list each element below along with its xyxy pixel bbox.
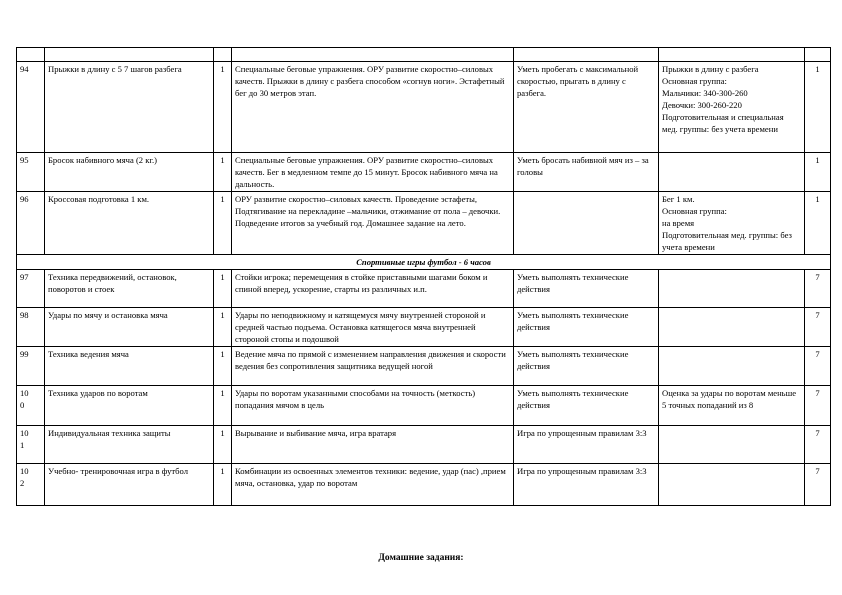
cell-hw: 7 (805, 347, 831, 386)
cell-control (659, 347, 805, 386)
header-cell (232, 48, 514, 62)
cell-skills: Игра по упрощенным правилам 3:3 (514, 464, 659, 506)
cell-topic: Кроссовая подготовка 1 км. (45, 192, 214, 255)
cell-content: Комбинации из освоенных элементов техники: ведение, удар (пас) ,прием мяча, остановка, удар по воротам (232, 464, 514, 506)
header-cell (659, 48, 805, 62)
cell-hours: 1 (214, 347, 232, 386)
cell-content: Вырывание и выбивание мяча, игра вратаря (232, 426, 514, 464)
cell-hours: 1 (214, 386, 232, 426)
cell-content: Стойки игрока; перемещения в стойке приставными шагами боком и спиной вперед, ускорение, старты из различных и.п. (232, 270, 514, 308)
cell-control (659, 426, 805, 464)
cell-hours: 1 (214, 426, 232, 464)
cell-control: Бег 1 км. Основная группа: на время Подготовительная мед. группы: без учета времени (659, 192, 805, 255)
section-row (17, 255, 831, 270)
cell-control (659, 270, 805, 308)
cell-num: 10 0 (17, 386, 45, 426)
cell-skills: Игра по упрощенным правилам 3:3 (514, 426, 659, 464)
cell-topic: Учебно- тренировочная игра в футбол (45, 464, 214, 506)
cell-topic: Техника передвижений, остановок, поворотов и стоек (45, 270, 214, 308)
cell-hours: 1 (214, 464, 232, 506)
table-row (17, 270, 831, 308)
cell-skills (514, 192, 659, 255)
cell-num: 94 (17, 62, 45, 153)
cell-control (659, 464, 805, 506)
cell-control (659, 153, 805, 192)
cell-topic: Техника ведения мяча (45, 347, 214, 386)
cell-control: Оценка за удары по воротам меньше 5 точных попаданий из 8 (659, 386, 805, 426)
table-row (17, 426, 831, 464)
cell-skills: Уметь выполнять технические действия (514, 270, 659, 308)
cell-hours: 1 (214, 270, 232, 308)
cell-content: Удары по неподвижному и катящемуся мячу внутренней стороной и средней частью подъема. Остановка катящегося мяча внутренней стороной стопы и подошвой (232, 308, 514, 347)
cell-skills: Уметь бросать набивной мяч из – за головы (514, 153, 659, 192)
cell-content: Удары по воротам указанными способами на точность (меткость) попадания мячом в цель (232, 386, 514, 426)
lesson-plan-table (16, 47, 831, 506)
cell-hours: 1 (214, 308, 232, 347)
cell-num: 97 (17, 270, 45, 308)
header-row (17, 48, 831, 62)
cell-num: 10 1 (17, 426, 45, 464)
cell-control: Прыжки в длину с разбега Основная группа: Мальчики: 340-300-260 Девочки: 300-260-220 Подготовительная и специальная мед. группы: без учета времени (659, 62, 805, 153)
cell-content: ОРУ развитие скоростно–силовых качеств. Проведение эстафеты, Подтягивание на перекладине –мальчики, отжимание от пола – девочки. Подведение итогов за учебный год. Домашнее задание на лето. (232, 192, 514, 255)
cell-skills: Уметь выполнять технические действия (514, 308, 659, 347)
cell-hw: 1 (805, 153, 831, 192)
cell-topic: Удары по мячу и остановка мяча (45, 308, 214, 347)
cell-hw: 7 (805, 270, 831, 308)
cell-topic: Бросок набивного мяча (2 кг.) (45, 153, 214, 192)
table-row (17, 192, 831, 255)
table-row (17, 464, 831, 506)
cell-control (659, 308, 805, 347)
header-cell (17, 48, 45, 62)
cell-topic: Индивидуальная техника защиты (45, 426, 214, 464)
cell-num: 99 (17, 347, 45, 386)
header-cell (514, 48, 659, 62)
cell-topic: Техника ударов по воротам (45, 386, 214, 426)
cell-hw: 1 (805, 192, 831, 255)
section-title: Спортивные игры футбол - 6 часов (17, 255, 831, 270)
table-row (17, 308, 831, 347)
cell-hw: 7 (805, 464, 831, 506)
cell-skills: Уметь выполнять технические действия (514, 386, 659, 426)
cell-hw: 7 (805, 426, 831, 464)
cell-skills: Уметь выполнять технические действия (514, 347, 659, 386)
cell-content: Специальные беговые упражнения. ОРУ развитие скоростно–силовых качеств. Прыжки в длину с разбега способом «согнув ноги». Эстафетный бег до 30 метров этап. (232, 62, 514, 153)
cell-num: 95 (17, 153, 45, 192)
header-cell (45, 48, 214, 62)
header-cell (805, 48, 831, 62)
cell-hw: 7 (805, 308, 831, 347)
cell-hw: 1 (805, 62, 831, 153)
cell-hw: 7 (805, 386, 831, 426)
cell-hours: 1 (214, 62, 232, 153)
table-row (17, 386, 831, 426)
cell-num: 10 2 (17, 464, 45, 506)
cell-hours: 1 (214, 153, 232, 192)
cell-content: Ведение мяча по прямой с изменением направления движения и скорости ведения без сопротивления защитника ведущей ногой (232, 347, 514, 386)
homework-footer: Домашние задания: (378, 553, 464, 563)
cell-hours: 1 (214, 192, 232, 255)
table-row (17, 153, 831, 192)
cell-num: 98 (17, 308, 45, 347)
table-row (17, 62, 831, 153)
cell-topic: Прыжки в длину с 5 7 шагов разбега (45, 62, 214, 153)
cell-num: 96 (17, 192, 45, 255)
table-row (17, 347, 831, 386)
cell-content: Специальные беговые упражнения. ОРУ развитие скоростно–силовых качеств. Бег в медленном темпе до 15 минут. Бросок набивного мяча на дальность. (232, 153, 514, 192)
header-cell (214, 48, 232, 62)
cell-skills: Уметь пробегать с максимальной скоростью, прыгать в длину с разбега. (514, 62, 659, 153)
